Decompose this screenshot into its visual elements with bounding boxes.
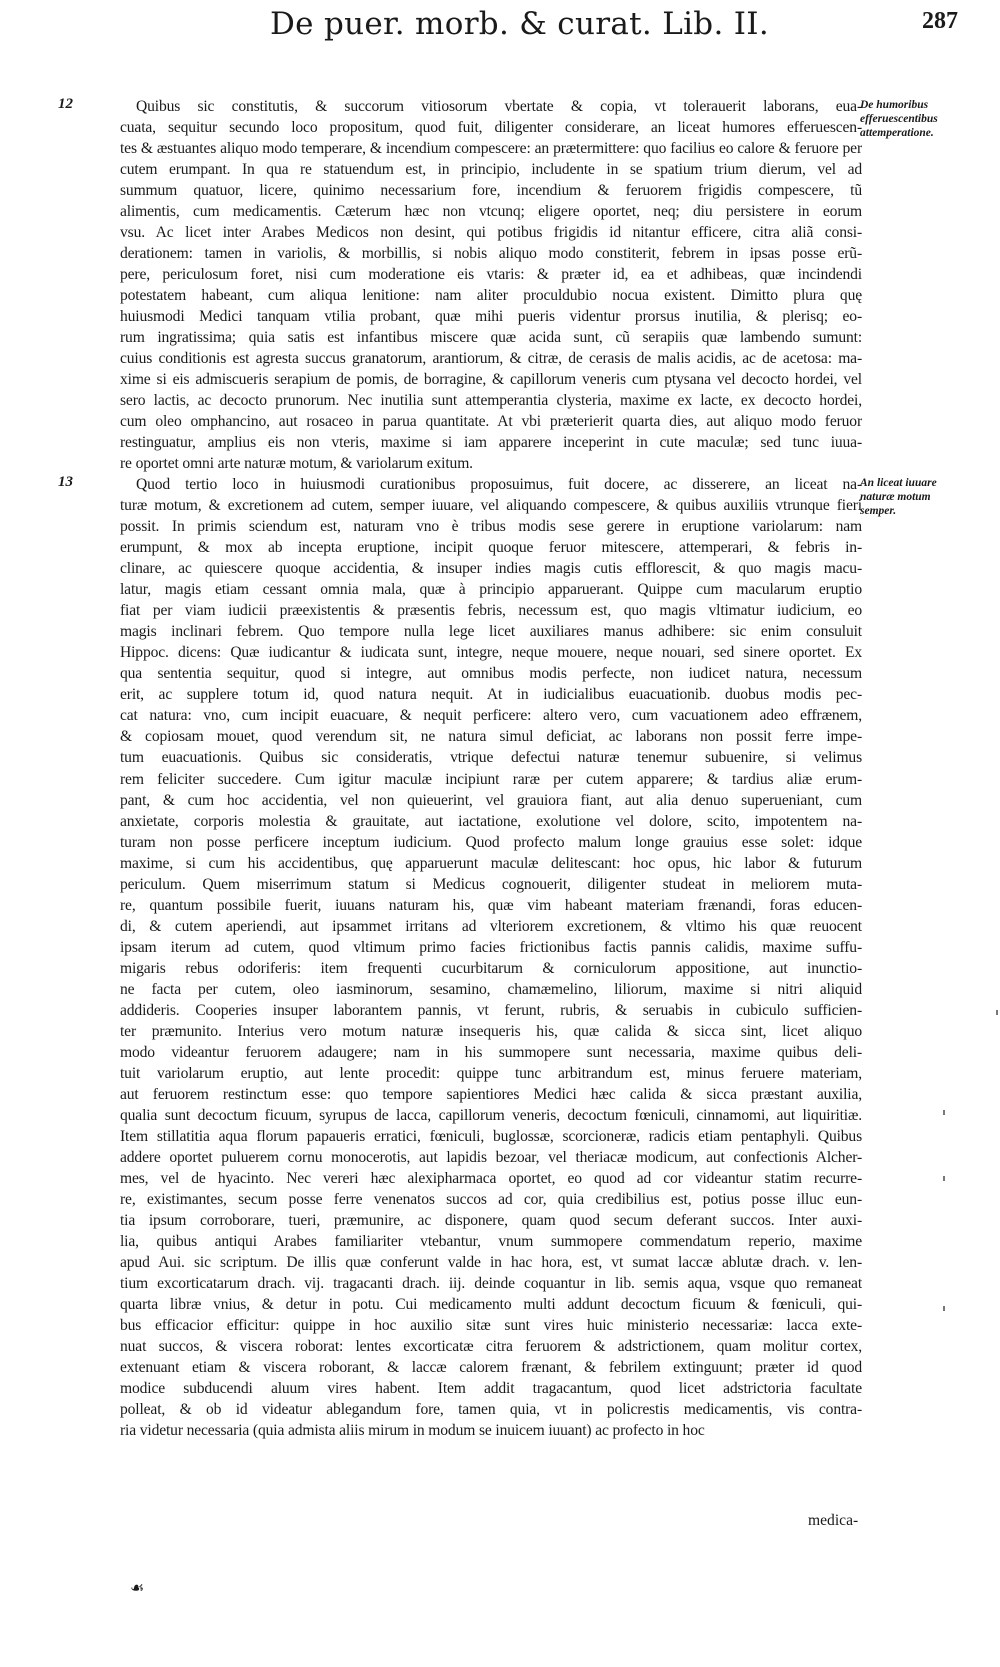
text-line: qua sententia sequitur, quod si integre, aut omnibus modis perfecte, non iudicet natura, necessum xyxy=(120,665,862,683)
ornament-icon: ☙ xyxy=(130,1578,145,1597)
body-text xyxy=(120,96,862,1441)
text-line: qualia sunt decoctum ficuum, syrupus de lacca, capillorum veneris, decoctum fœniculi, cinnamomi, aut liquiritiæ. xyxy=(120,1106,862,1124)
text-line: magis inclinari febrem. Quo tempore nulla lege licet auxiliares manus adhibere: sic enim consuluit xyxy=(120,623,862,641)
text-line: apud Aui. sic scriptum. De illis quæ conferunt valde in hac hora, est, vt sumat laccæ ablutæ drach. v. len- xyxy=(120,1253,862,1271)
text-line: re oportet omni arte naturæ motum, & variolarum exitum. xyxy=(120,455,473,473)
text-line: cat natura: vno, cum incipit euacuare, & nequit perficere: altero vero, cum vacuationem adeo effrænem, xyxy=(120,707,862,725)
text-line: fiat per viam iudicii præexistentis & præsentis febris, necessum est, quo magis vltimatur iudicium, eo xyxy=(120,602,862,620)
text-line: tes & æstuantes aliquo modo temperare, & incendium compescere: an prætermittere: quo facilius eo calore & feruore per xyxy=(120,140,862,158)
text-line: periculum. Quem miserrimum statum si Medicus cognouerit, diligenter studeat in meliorem muta- xyxy=(120,875,862,893)
text-line: re, quantum possibile fuerit, iuuans naturam his, quæ vim habeant materiam frænandi, foras educen- xyxy=(120,896,862,914)
text-line: re, existimantes, secum posse ferre venenatos succos ad cor, quia credibilius est, potius posse illuc eun- xyxy=(120,1190,862,1208)
text-line: huiusmodi Medici tanquam vtilia probant, quæ mihi pueris videntur prorsus inutilia, & plerisq; eo- xyxy=(120,308,862,326)
text-line: latur, magis etiam cessant omnia mala, quæ à principio apparuerant. Quippe cum macularum eruptio xyxy=(120,581,862,599)
margin-speck xyxy=(943,1306,945,1311)
text-line: bus efficacior efficitur: quippe in hoc auxilio sitæ sunt vires huic ministerio necessariæ: lacca exte- xyxy=(120,1316,862,1334)
margin-speck xyxy=(996,1010,998,1015)
margin-speck xyxy=(943,1110,945,1115)
text-line: turæ motum, & excretionem ad cutem, semper iuuare, vel aliquando compescere, & quibus auxiliis vtrunque fieri xyxy=(120,497,862,515)
page-header xyxy=(270,6,830,52)
text-line: pant, & cum hoc accidentia, vel non quieuerint, vel grauiora fiant, aut alia denuo superueniant, cum xyxy=(120,791,862,809)
text-line: Quod tertio loco in huiusmodi curationibus proposuimus, fuit docere, ac disserere, an liceat na- xyxy=(136,476,862,494)
text-line: ipsam iterum ad cutem, quod vltimum primo facies frictionibus factis pannis calidis, maxime suffu- xyxy=(120,938,862,956)
page-number: 287 xyxy=(922,8,958,34)
text-line: lia, quibus antiqui Arabes familiariter vtebantur, vnum summopere commendatum reperio, maxime xyxy=(120,1232,862,1250)
text-line: quarta libræ vnius, & detur in potu. Cui medicamento multi addunt decoctum ficuum & fœniculi, qui- xyxy=(120,1295,862,1313)
text-line: tum euacuationis. Quibus sic consideratis, vtrique defectui naturæ tenemur subuenire, si velimus xyxy=(120,749,862,767)
text-line: cum oleo omphancino, aut rosaceo in parua quantitate. At vbi præterierit quarta dies, aut aliquo modo feruor xyxy=(120,413,862,431)
catchword: medica- xyxy=(808,1512,859,1529)
text-line: cuata, sequitur secundo loco propositum, quod fuit, diligenter considerare, an liceat humores efferuescen- xyxy=(120,119,862,137)
text-line: modo videantur feruorem adaugere; nam in his summopere sunt necessaria, maxime quibus deli- xyxy=(120,1043,862,1061)
text-line: cuius conditionis est agresta succus granatorum, arantiorum, & citræ, de cerasis de malis acidis, ac de acetosa: ma- xyxy=(120,350,862,368)
marginal-note: An liceat iuuare naturæ motum semper. xyxy=(860,477,937,517)
text-line: Hippoc. dicens: Quæ iudicantur & iudicata sunt, integre, neque mouere, neque nouari, sed sinere oportet. Ex xyxy=(120,644,862,662)
text-line: addere oportet puluerem cornu monocerotis, aut lapidis bezoar, vel theriacæ modicum, aut confectionis Alcher- xyxy=(120,1148,862,1166)
text-line: derationem: tamen in variolis, & morbillis, si nobis aliquo modo constiterit, febrem in ipsas posse erũ- xyxy=(120,245,862,263)
text-line: tia ipsum corroborare, tueri, præmunire, ac disponere, quam quod secum deferant succos. Inter auxi- xyxy=(120,1211,862,1229)
text-line: & copiosam mouet, quod verendum sit, ne natura simul deficiat, ac laborans non possit ferre impe- xyxy=(120,728,862,746)
text-line: rem feliciter succedere. Cum igitur maculæ incipiunt raræ per cutem apparere; & tardius aliæ erum- xyxy=(120,770,862,788)
text-line: restinguatur, amplius eis non vteris, maxime si iam apparere inceperint in cute maculæ; sed tunc iuua- xyxy=(120,434,862,452)
text-line: mes, vel de hyacinto. Nec vereri hæc alexipharmaca oportet, eo quod ad cor videantur statim recurre- xyxy=(120,1169,862,1187)
section-number: 12 xyxy=(58,96,73,112)
section-number: 13 xyxy=(58,474,73,490)
text-line: sero lactis, ac decocto prunorum. Nec inutilia sunt attemperantia clysteria, maxime ex lacte, ex decocto hordei, xyxy=(120,392,862,410)
running-title: De puer. morb. & curat. Lib. II. xyxy=(270,6,769,42)
text-line: clinare, ac quiescere quoque accidentia, & insuper indies magis cutis efflorescit, & quo magis macu- xyxy=(120,560,862,578)
text-line: extenuant etiam & viscera roborant, & laccæ calorem frænant, & febrilem extinguunt; præter id quod xyxy=(120,1358,862,1376)
text-line: summum quatuor, licere, quinimo necessarium fore, incendium & feruorem frigidis compescere, tũ xyxy=(120,182,862,200)
text-line: migaris rebus odoriferis: item frequenti cucurbitarum & corniculorum appositione, aut inunctio- xyxy=(120,959,862,977)
text-line: vsu. Ac licet inter Arabes Medicos non desint, qui potibus frigidis id nitantur efficere, citra aliã consi- xyxy=(120,224,862,242)
text-line: Quibus sic constitutis, & succorum vitiosorum vbertate & copia, vt tolerauerit laborans, eua- xyxy=(136,98,862,115)
text-line: xime si eis admiscueris serapium de pomis, de borragine, & capillorum veneris cum ptysana vel decocto hordei, vel xyxy=(120,371,862,389)
text-line: di, & cutem aperiendi, aut ipsammet irritans ad vlteriorem excretionem, & vltimo his quæ reuocent xyxy=(120,917,862,935)
text-line: addideris. Cooperies insuper laborantem pannis, vt ferunt, rubris, & seruabis in cubiculo sufficien- xyxy=(120,1001,862,1019)
text-line: Item stillatitia aqua florum papaueris erratici, fœniculi, buglossæ, scorcioneræ, radicis etiam pentaphyli. Quibus xyxy=(120,1127,862,1145)
text-line: ter præmunito. Interius vero motum naturæ insequeris his, quæ calida & sicca sint, licet aliquo xyxy=(120,1022,862,1040)
marginal-note: De humoribus efferuescentibus attemperatione. xyxy=(860,99,938,139)
text-line: ria videtur necessaria (quia admista aliis mirum in modum se inuicem iuuant) ac profecto in hoc xyxy=(120,1421,705,1439)
text-line: pere, periculosum foret, nisi cum moderatione eis vtaris: & præter id, ea et adhibeas, quæ incindendi xyxy=(120,266,862,284)
text-line: turam non posse perficere inceptum iudicium. Quod profecto malum longe grauius esse solet: idque xyxy=(120,833,862,851)
text-line: nuat succos, & viscera roborat: lentes excorticatæ citra feruorem & adstrictionem, quam molitur cortex, xyxy=(120,1337,862,1355)
text-line: anxietate, corporis molestia & grauitate, aut iactatione, exolutione vel dolore, scito, impotentem na- xyxy=(120,812,862,830)
text-line: erit, ac supplere totum id, quod natura nequit. At in iudicialibus euacuationib. duobus modis pec- xyxy=(120,686,862,704)
margin-speck xyxy=(943,1176,945,1181)
text-line: erumpunt, & mox ab incepta eruptione, incipit quoque feruor mitescere, attemperari, & febris in- xyxy=(120,539,862,557)
text-line: rum ingratissima; quia satis est infantibus miscere quæ acida sunt, cũ serapiis quæ lambendo sumunt: xyxy=(120,329,862,347)
text-line: aut feruorem restinctum esse: quo tempore sapientiores Medici hæc calida & sicca præstant auxilia, xyxy=(120,1085,862,1103)
text-line: possit. In primis sciendum est, naturam vno è tribus modis sese gerere in eruptione variolarum: nam xyxy=(120,518,862,536)
text-line: cutem erumpant. In qua re statuendum est, in principio, includente in se spatium trium dierum, vel ad xyxy=(120,161,862,179)
text-line: modice subducendi aluum vires habent. Item addit tragacantum, quod licet adstrictoria facultate xyxy=(120,1379,862,1397)
text-line: potestatem habeant, cum aliqua lenitione: nam aliter proculdubio nocua existent. Dimitto plura quę xyxy=(120,287,862,305)
text-line: maxime, si cum his accidentibus, quę apparuerunt maculæ delitescant: hoc opus, hic labor & futurum xyxy=(120,854,862,872)
text-line: tium excorticatarum drach. vij. tragacanti drach. iij. deinde coquantur in lib. semis aqua, vsque quo remaneat xyxy=(120,1274,862,1292)
text-line: polleat, & ob id videatur ablegandum fore, tamen quia, vt in policrestis medicamentis, vis contra- xyxy=(120,1400,862,1418)
text-line: alimentis, cum medicamentis. Cæterum hæc non vtcunq; eligere oportet, neq; diu persistere in eorum xyxy=(120,203,862,221)
text-line: ne facta per cutem, oleo iasminorum, sesamino, chamæmelino, liliorum, maxime si nitri aliquid xyxy=(120,980,862,998)
text-line: tuit variolarum eruptio, aut lente procedit: quippe tunc arbitrandum est, minus feruere materiam, xyxy=(120,1064,862,1082)
